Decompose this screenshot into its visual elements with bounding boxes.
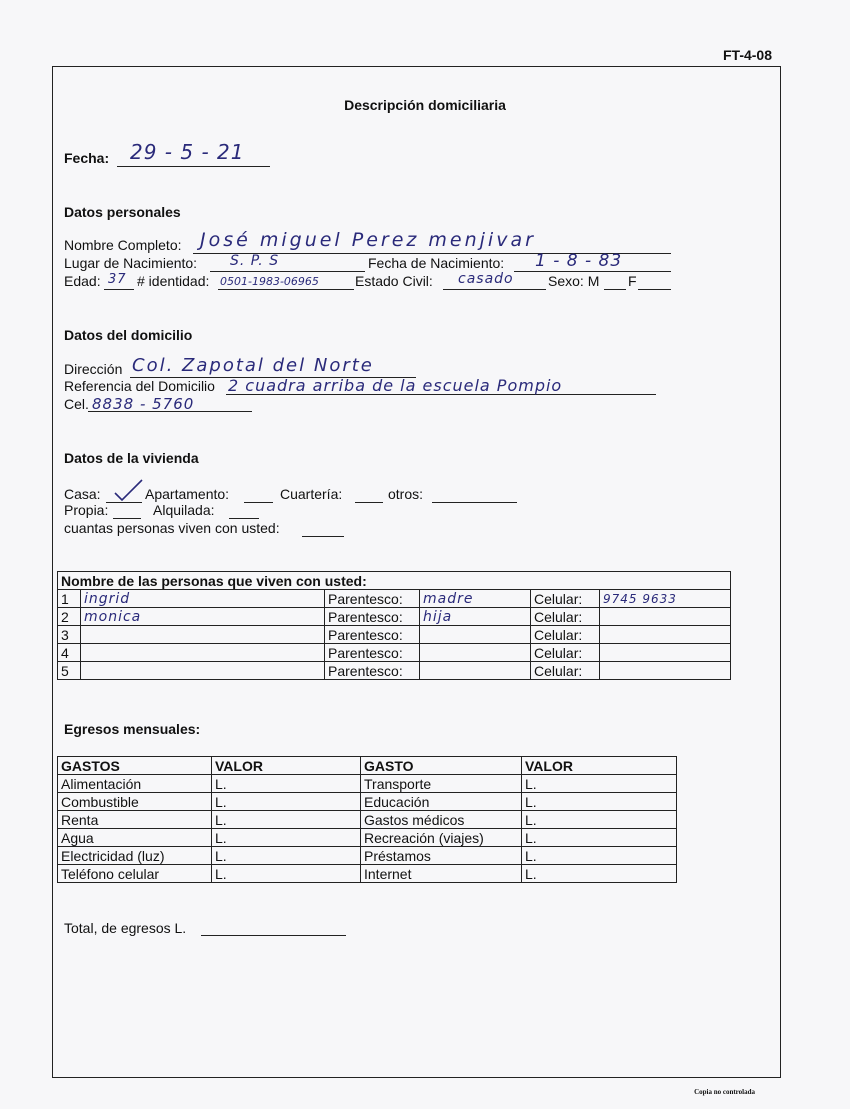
expense-value[interactable]: L. bbox=[212, 793, 361, 811]
identidad-line bbox=[218, 289, 354, 290]
estado-value[interactable]: casado bbox=[458, 271, 514, 287]
nombre-value[interactable]: José miguel Perez menjivar bbox=[200, 229, 536, 251]
expenses-table bbox=[57, 756, 677, 883]
table-row bbox=[58, 829, 677, 847]
fecha-label: Fecha: bbox=[64, 150, 110, 166]
parentesco-cell[interactable] bbox=[420, 626, 531, 644]
direccion-label: Dirección bbox=[64, 361, 123, 377]
expense-name: Gastos médicos bbox=[361, 811, 522, 829]
valor-header-2: VALOR bbox=[522, 757, 677, 775]
lugar-line bbox=[210, 271, 365, 272]
person-name-cell[interactable] bbox=[81, 626, 325, 644]
otros-line bbox=[432, 502, 517, 503]
fecha-nac-value[interactable]: 1 - 8 - 83 bbox=[535, 251, 623, 271]
celular-label: Celular: bbox=[531, 662, 600, 680]
propia-line bbox=[113, 518, 141, 519]
expense-value[interactable]: L. bbox=[522, 865, 677, 883]
celular-cell[interactable]: 9745 9633 bbox=[600, 590, 731, 608]
table-row bbox=[58, 590, 731, 608]
checkmark-icon[interactable] bbox=[112, 478, 146, 502]
row-number: 1 bbox=[58, 590, 81, 608]
valor-header: VALOR bbox=[212, 757, 361, 775]
expense-value[interactable]: L. bbox=[522, 775, 677, 793]
parentesco-label: Parentesco: bbox=[325, 662, 420, 680]
expense-value[interactable]: L. bbox=[212, 775, 361, 793]
table-row bbox=[58, 644, 731, 662]
cel-label: Cel. bbox=[64, 396, 89, 412]
celular-cell[interactable] bbox=[600, 608, 731, 626]
expense-value[interactable]: L. bbox=[522, 793, 677, 811]
identidad-label: # identidad: bbox=[137, 273, 210, 289]
parentesco-cell[interactable]: madre bbox=[420, 590, 531, 608]
expense-value[interactable]: L. bbox=[522, 829, 677, 847]
celular-label: Celular: bbox=[531, 626, 600, 644]
referencia-label: Referencia del Domicilio bbox=[64, 378, 215, 394]
gastos-header: GASTOS bbox=[58, 757, 212, 775]
total-line[interactable] bbox=[201, 935, 346, 936]
celular-cell[interactable] bbox=[600, 662, 731, 680]
table-row bbox=[58, 662, 731, 680]
celular-cell[interactable] bbox=[600, 644, 731, 662]
parentesco-cell[interactable]: hija bbox=[420, 608, 531, 626]
page-title: Descripción domiciliaria bbox=[344, 97, 506, 113]
estado-label: Estado Civil: bbox=[355, 273, 433, 289]
expense-name: Recreación (viajes) bbox=[361, 829, 522, 847]
row-number: 3 bbox=[58, 626, 81, 644]
cuantas-line bbox=[302, 536, 344, 537]
celular-label: Celular: bbox=[531, 608, 600, 626]
expense-name: Préstamos bbox=[361, 847, 522, 865]
sexo-label: Sexo: M bbox=[548, 273, 600, 289]
table-row bbox=[58, 608, 731, 626]
expense-value[interactable]: L. bbox=[212, 829, 361, 847]
fecha-nac-label: Fecha de Nacimiento: bbox=[368, 255, 505, 271]
persons-table bbox=[57, 571, 731, 680]
lugar-label: Lugar de Nacimiento: bbox=[64, 255, 198, 271]
expense-name: Electricidad (luz) bbox=[58, 847, 212, 865]
row-number: 5 bbox=[58, 662, 81, 680]
expense-name: Agua bbox=[58, 829, 212, 847]
expense-value[interactable]: L. bbox=[212, 811, 361, 829]
expense-name: Educación bbox=[361, 793, 522, 811]
total-label: Total, de egresos L. bbox=[64, 920, 187, 936]
apartamento-line bbox=[244, 502, 273, 503]
edad-label: Edad: bbox=[64, 273, 101, 289]
apartamento-label: Apartamento: bbox=[145, 486, 230, 502]
cuantas-label: cuantas personas viven con usted: bbox=[64, 520, 280, 536]
parentesco-label: Parentesco: bbox=[325, 644, 420, 662]
footer-note: Copia no controlada bbox=[694, 1088, 755, 1096]
expense-name: Transporte bbox=[361, 775, 522, 793]
parentesco-cell[interactable] bbox=[420, 662, 531, 680]
parentesco-label: Parentesco: bbox=[325, 608, 420, 626]
estado-line bbox=[443, 289, 546, 290]
table-row bbox=[58, 626, 731, 644]
edad-line bbox=[104, 289, 134, 290]
casa-label: Casa: bbox=[64, 486, 101, 502]
person-name-cell[interactable]: ingrid bbox=[81, 590, 325, 608]
sexo-f-line bbox=[638, 289, 671, 290]
expense-value[interactable]: L. bbox=[522, 811, 677, 829]
lugar-value[interactable]: S. P. S bbox=[230, 253, 280, 269]
nombre-label: Nombre Completo: bbox=[64, 237, 182, 253]
direccion-value[interactable]: Col. Zapotal del Norte bbox=[132, 355, 374, 376]
gasto-header: GASTO bbox=[361, 757, 522, 775]
expense-name: Internet bbox=[361, 865, 522, 883]
sexo-f-label: F bbox=[628, 273, 637, 289]
person-name-cell[interactable]: monica bbox=[81, 608, 325, 626]
personal-heading: Datos personales bbox=[64, 204, 181, 220]
referencia-value[interactable]: 2 cuadra arriba de la escuela Pompio bbox=[228, 376, 563, 395]
expense-name: Alimentación bbox=[58, 775, 212, 793]
celular-label: Celular: bbox=[531, 590, 600, 608]
table-row bbox=[58, 865, 677, 883]
vivienda-heading: Datos de la vivienda bbox=[64, 450, 199, 466]
egresos-heading: Egresos mensuales: bbox=[64, 721, 201, 737]
table-row bbox=[58, 811, 677, 829]
parentesco-label: Parentesco: bbox=[325, 590, 420, 608]
fecha-nac-line bbox=[514, 271, 671, 272]
celular-label: Celular: bbox=[531, 644, 600, 662]
parentesco-label: Parentesco: bbox=[325, 626, 420, 644]
otros-label: otros: bbox=[388, 486, 424, 502]
domicilio-heading: Datos del domicilio bbox=[64, 327, 193, 343]
alquilada-line bbox=[229, 518, 259, 519]
row-number: 4 bbox=[58, 644, 81, 662]
table-row bbox=[58, 847, 677, 865]
table-row bbox=[58, 775, 677, 793]
parentesco-cell[interactable] bbox=[420, 644, 531, 662]
expense-value[interactable]: L. bbox=[212, 865, 361, 883]
person-name-cell[interactable] bbox=[81, 644, 325, 662]
edad-value[interactable]: 37 bbox=[108, 272, 127, 287]
expense-name: Combustible bbox=[58, 793, 212, 811]
casa-line bbox=[106, 502, 142, 503]
row-number: 2 bbox=[58, 608, 81, 626]
person-name-cell[interactable] bbox=[81, 662, 325, 680]
cuarteria-line bbox=[355, 502, 383, 503]
fecha-value[interactable]: 29 - 5 - 21 bbox=[130, 140, 245, 164]
expense-value[interactable]: L. bbox=[522, 847, 677, 865]
expense-value[interactable]: L. bbox=[212, 847, 361, 865]
alquilada-label: Alquilada: bbox=[153, 502, 215, 518]
document-code: FT-4-08 bbox=[722, 47, 772, 63]
fecha-line bbox=[117, 166, 270, 167]
persons-table-header: Nombre de las personas que viven con usted: bbox=[58, 572, 731, 590]
table-row bbox=[58, 793, 677, 811]
cuarteria-label: Cuartería: bbox=[280, 486, 343, 502]
identidad-value[interactable]: 0501-1983-06965 bbox=[220, 275, 319, 288]
cel-value[interactable]: 8838 - 5760 bbox=[92, 395, 195, 413]
expense-name: Renta bbox=[58, 811, 212, 829]
expense-name: Teléfono celular bbox=[58, 865, 212, 883]
sexo-m-line bbox=[604, 289, 626, 290]
celular-cell[interactable] bbox=[600, 626, 731, 644]
propia-label: Propia: bbox=[64, 502, 109, 518]
